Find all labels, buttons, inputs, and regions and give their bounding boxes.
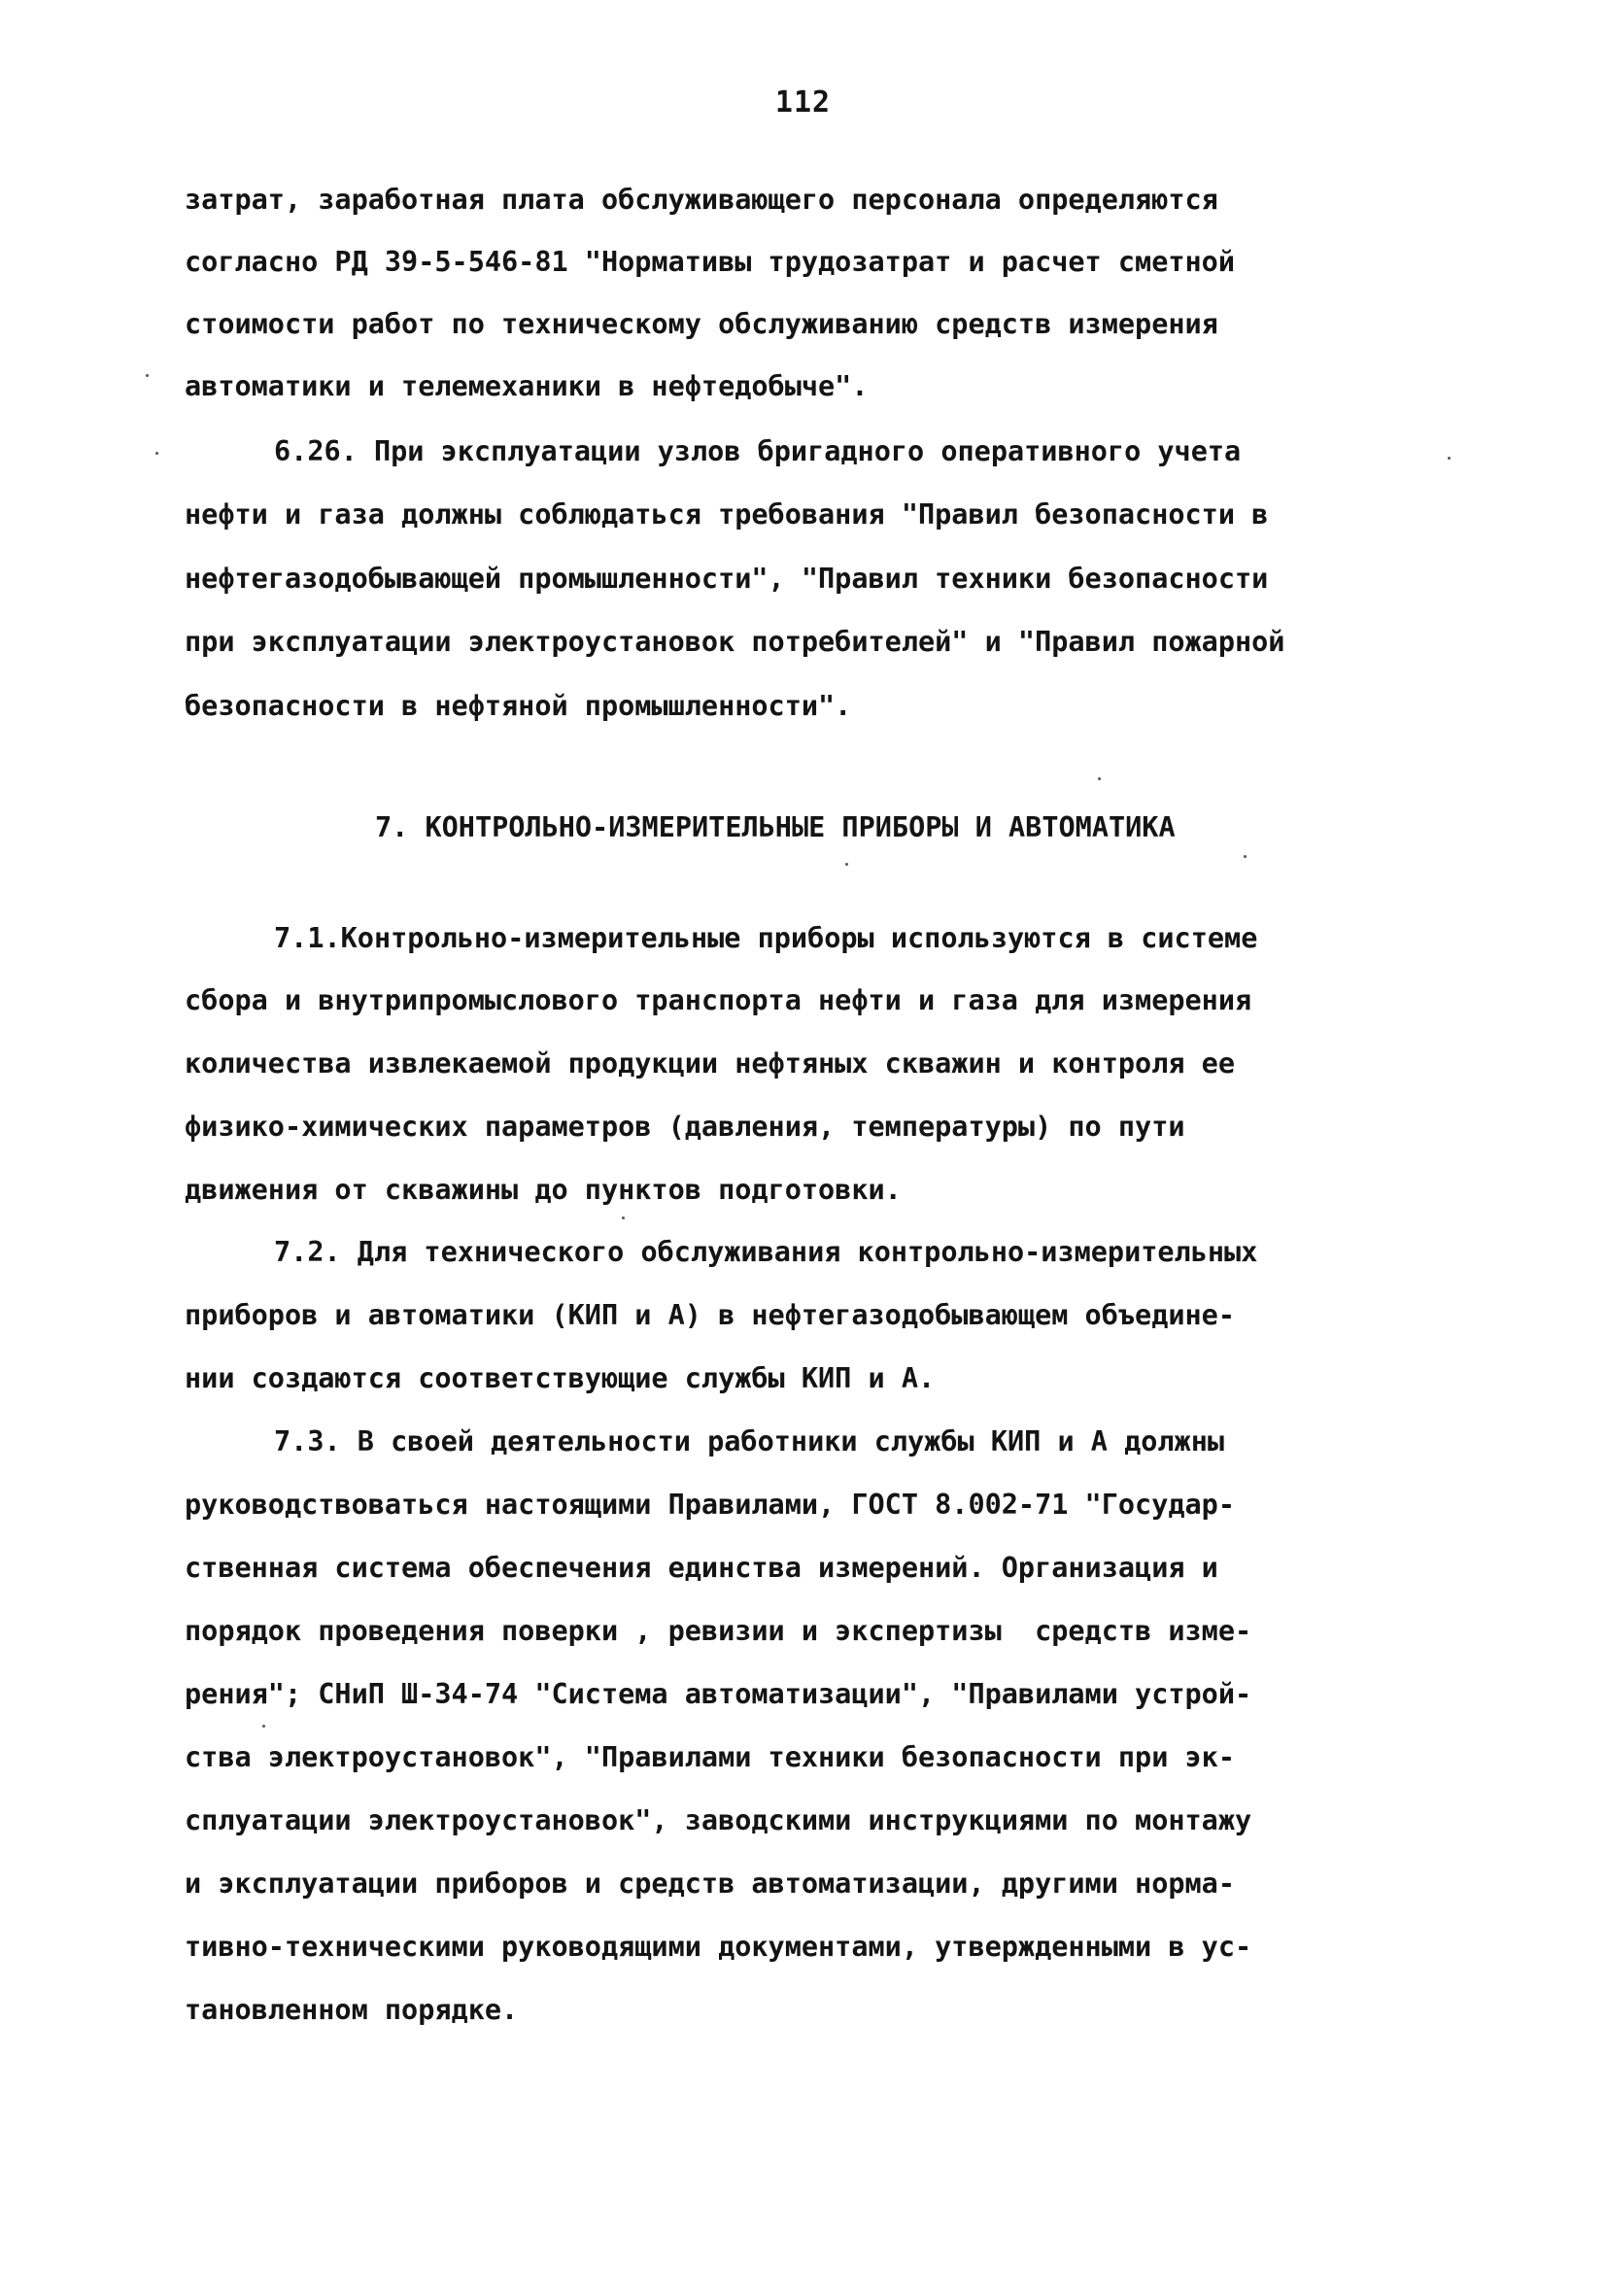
- clause-6-26-line: 6.26. При эксплуатации узлов бригадного оперативного учета: [274, 435, 1242, 467]
- clause-7-3-line: руководствоваться настоящими Правилами, ГОСТ 8.002-71 "Государ-: [185, 1489, 1235, 1521]
- clause-6-26-line: при эксплуатации электроустановок потребителей" и "Правил пожарной: [185, 626, 1285, 658]
- body-line: затрат, заработная плата обслуживающего персонала определяются: [185, 184, 1218, 216]
- scan-speck: [146, 374, 149, 377]
- body-line: согласно РД 39-5-546-81 "Нормативы трудозатрат и расчет сметной: [185, 246, 1235, 278]
- scan-speck: [1098, 777, 1101, 780]
- clause-6-26-line: нефтегазодобывающей промышленности", "Правил техники безопасности: [185, 563, 1269, 595]
- clause-7-3-line: ства электроустановок", "Правилами техники безопасности при эк-: [185, 1741, 1235, 1773]
- clause-7-2-line: приборов и автоматики (КИП и А) в нефтегазодобывающем объедине-: [185, 1299, 1235, 1331]
- clause-6-26-line: безопасности в нефтяной промышленности".: [185, 690, 852, 722]
- section-heading: 7. КОНТРОЛЬНО-ИЗМЕРИТЕЛЬНЫЕ ПРИБОРЫ И АВТОМАТИКА: [375, 811, 1176, 843]
- clause-7-3-line: 7.3. В своей деятельности работники службы КИП и А должны: [274, 1425, 1225, 1457]
- scan-speck: [622, 1217, 625, 1219]
- clause-7-1-line: количества извлекаемой продукции нефтяных скважин и контроля ее: [185, 1047, 1235, 1079]
- scan-speck: [1448, 457, 1451, 460]
- clause-7-3-line: и эксплуатации приборов и средств автоматизации, другими норма-: [185, 1868, 1235, 1900]
- clause-7-1-line: сбора и внутрипромыслового транспорта нефти и газа для измерения: [185, 984, 1252, 1016]
- clause-7-3-line: рения"; СНиП Ш-34-74 "Система автоматизации", "Правилами устрой-: [185, 1678, 1252, 1710]
- body-line: стоимости работ по техническому обслуживанию средств измерения: [185, 308, 1218, 340]
- clause-7-1-line: физико-химических параметров (давления, температуры) по пути: [185, 1111, 1185, 1143]
- clause-7-2-line: нии создаются соответствующие службы КИП и А.: [185, 1362, 936, 1394]
- clause-7-3-line: тивно-техническими руководящими документами, утвержденными в ус-: [185, 1931, 1252, 1963]
- clause-7-2-line: 7.2. Для технического обслуживания контрольно-измерительных: [274, 1236, 1258, 1268]
- scan-speck: [845, 863, 848, 866]
- clause-7-3-line: тановленном порядке.: [185, 1994, 519, 2026]
- clause-7-3-line: ственная система обеспечения единства измерений. Организация и: [185, 1552, 1218, 1584]
- clause-7-3-line: порядок проведения поверки , ревизии и экспертизы средств изме-: [185, 1615, 1252, 1647]
- clause-7-1-line: 7.1.Контрольно-измерительные приборы используются в системе: [274, 922, 1258, 954]
- body-line: автоматики и телемеханики в нефтедобыче".: [185, 370, 869, 402]
- scan-speck: [1244, 855, 1247, 858]
- scan-speck: [262, 1725, 265, 1728]
- clause-6-26-line: нефти и газа должны соблюдаться требования "Правил безопасности в: [185, 498, 1269, 531]
- scan-speck: [155, 452, 158, 455]
- clause-7-3-line: сплуатации электроустановок", заводскими инструкциями по монтажу: [185, 1804, 1252, 1836]
- page-number: 112: [774, 86, 832, 120]
- clause-7-1-line: движения от скважины до пунктов подготовки.: [185, 1174, 902, 1206]
